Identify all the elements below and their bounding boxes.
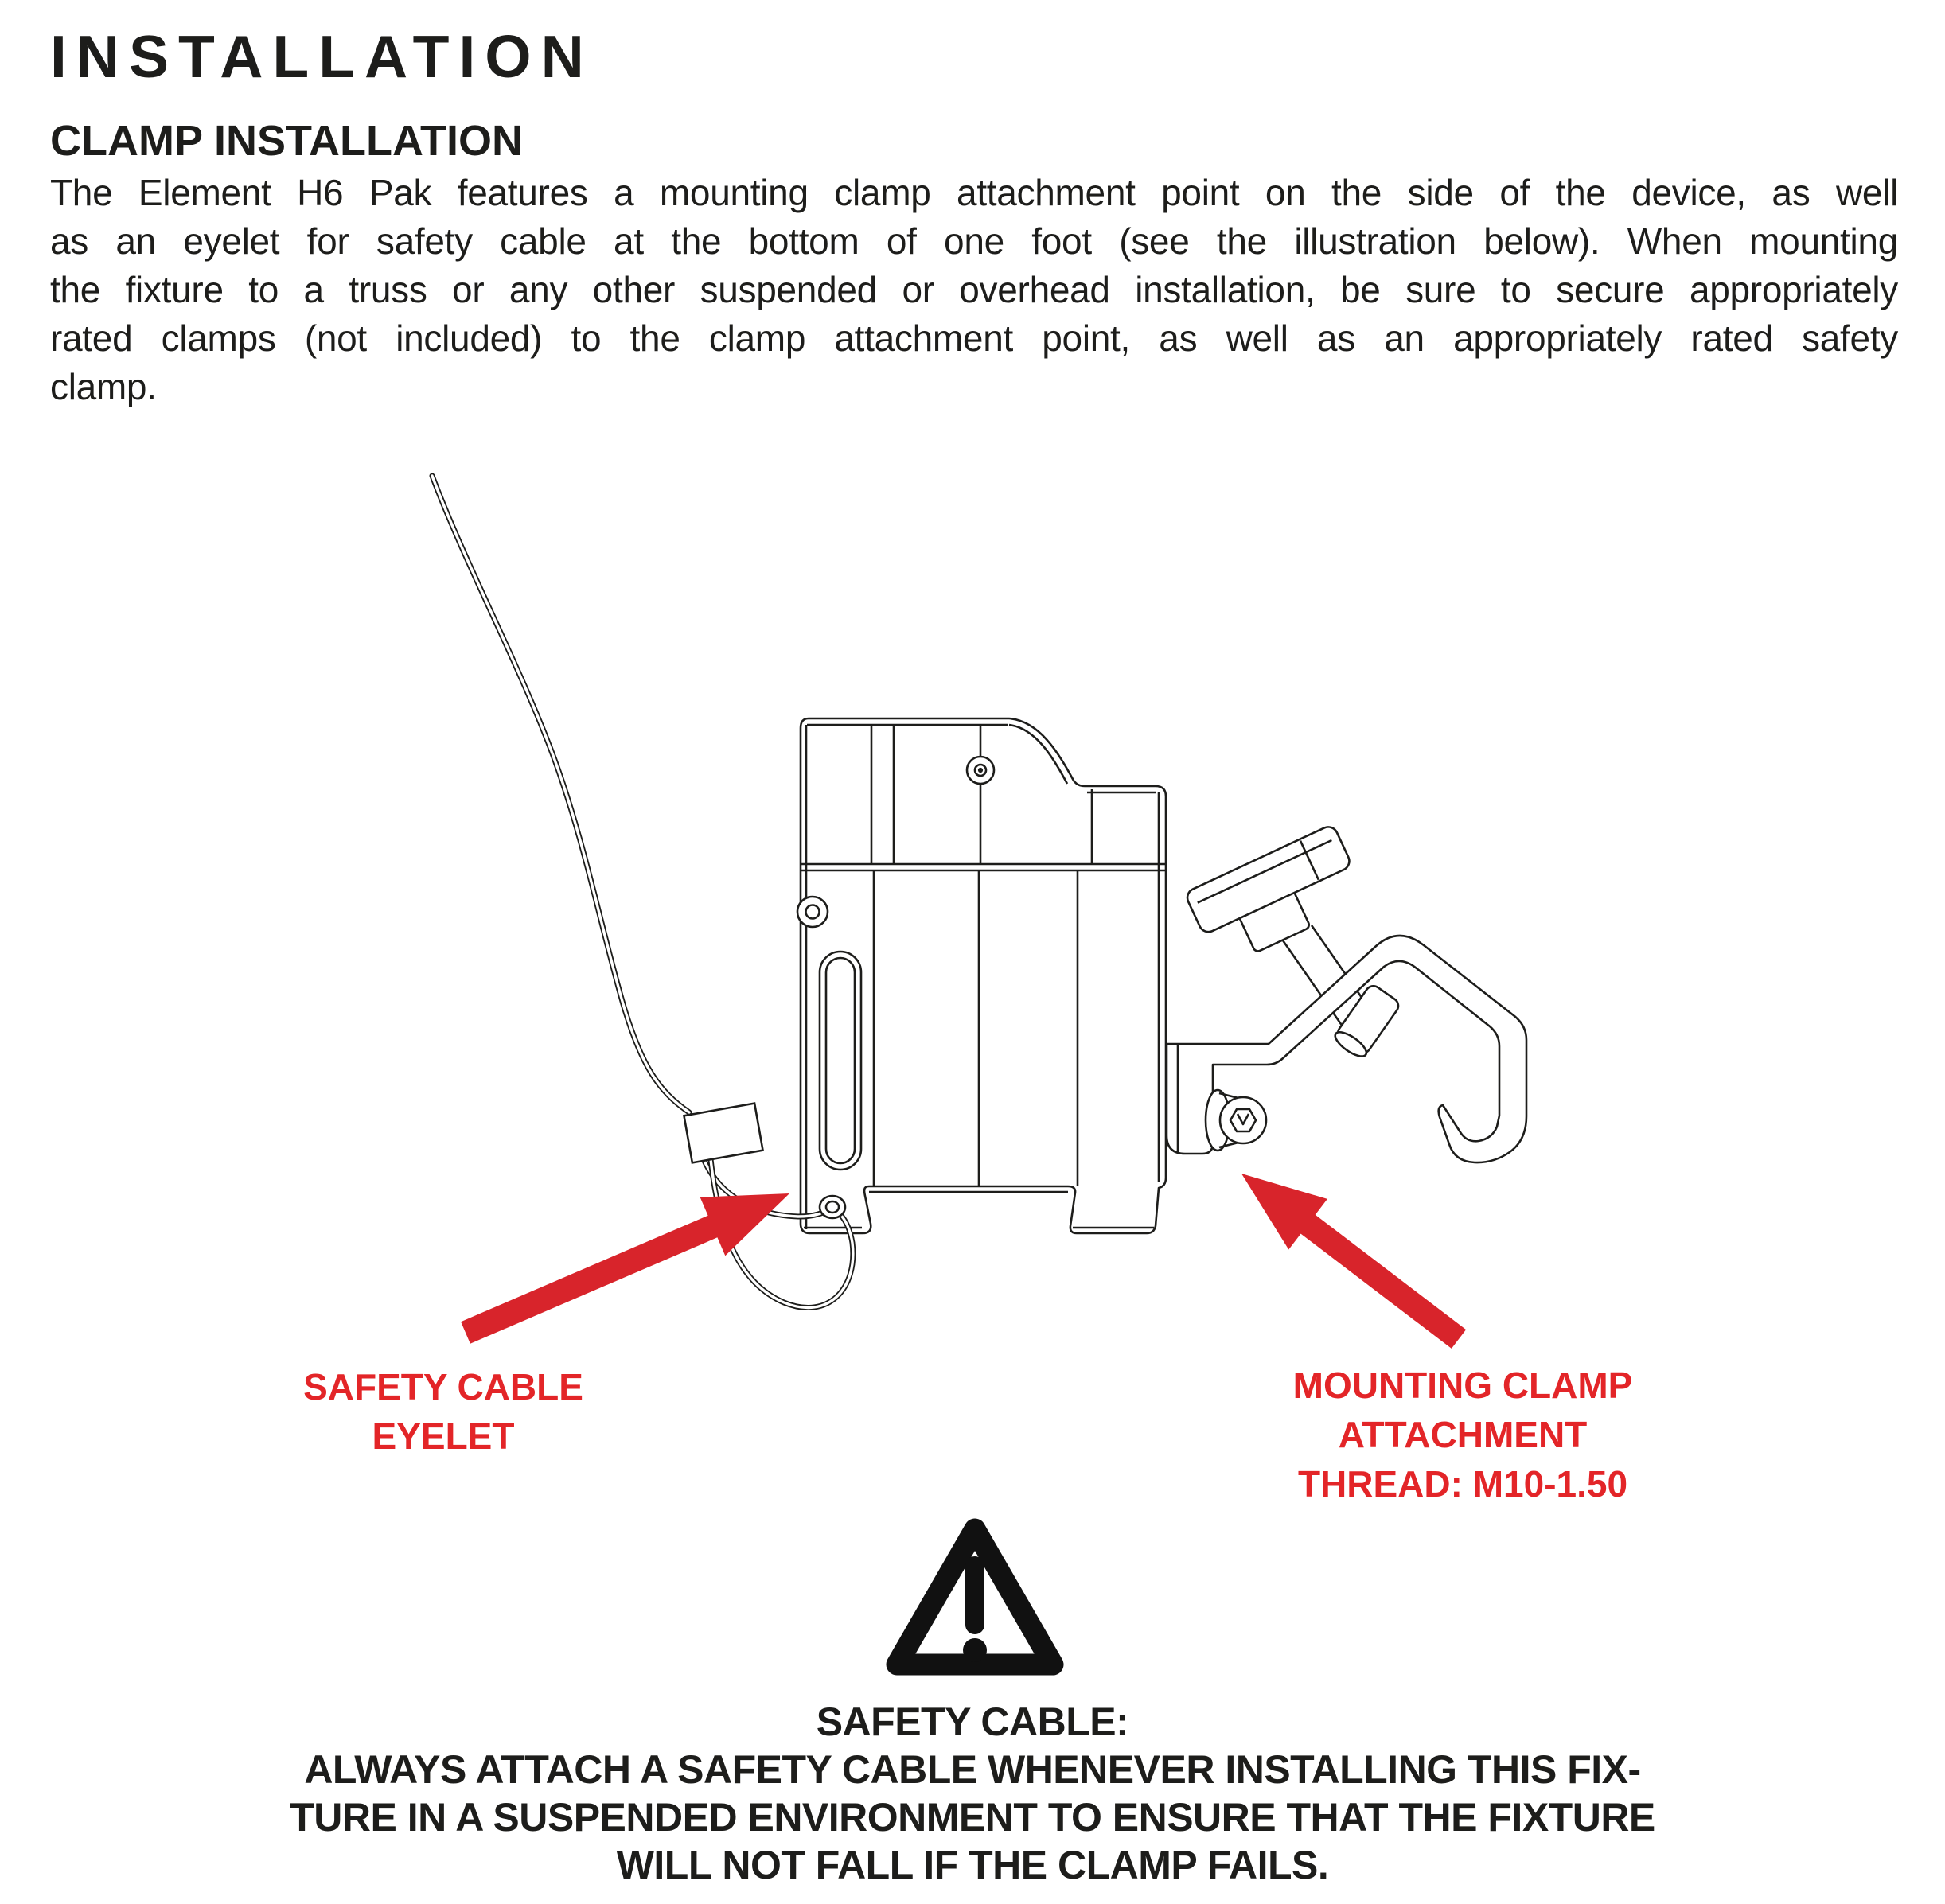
callout-line: MOUNTING CLAMP [1292, 1365, 1633, 1406]
callout-line: EYELET [372, 1415, 515, 1457]
safety-cable-eyelet-label [248, 1362, 638, 1461]
paragraph-line: as an eyelet for safety cable at the bottom of one foot (see the illustration below). When mounting [50, 220, 1898, 262]
warning-triangle-icon [897, 1529, 1053, 1665]
cable-clip-drawing [684, 1104, 762, 1163]
paragraph-line: the fixture to a truss or any other suspended or overhead installation, be sure to secure appropriately [50, 269, 1898, 310]
mounting-clamp-drawing [1167, 824, 1526, 1162]
warning-line: TURE IN A SUSPENDED ENVIRONMENT TO ENSURE THAT THE FIXTURE [290, 1795, 1655, 1840]
safety-warning [177, 1698, 1768, 1889]
paragraph-line: The Element H6 Pak features a mounting clamp attachment point on the side of the device, as well [50, 172, 1898, 213]
fixture-drawing [797, 718, 1166, 1233]
warning-heading: SAFETY CABLE: [816, 1700, 1129, 1744]
mounting-clamp-arrow-icon [1241, 1174, 1466, 1349]
safety-cable-eyelet-drawing [820, 1196, 845, 1218]
callout-line: ATTACHMENT [1338, 1414, 1588, 1455]
section-heading: CLAMP INSTALLATION [50, 117, 523, 165]
warning-line: WILL NOT FALL IF THE CLAMP FAILS. [616, 1843, 1329, 1887]
callout-line: THREAD: M10-1.50 [1297, 1463, 1628, 1505]
page-title: INSTALLATION [50, 23, 594, 90]
callout-line: SAFETY CABLE [303, 1366, 583, 1408]
warning-line: ALWAYS ATTACH A SAFETY CABLE WHENEVER INSTALLING THIS FIX- [304, 1747, 1641, 1792]
mounting-clamp-label [1240, 1361, 1686, 1509]
paragraph-line: rated clamps (not included) to the clamp attachment point, as well as an appropriately rated safety [50, 317, 1898, 359]
paragraph-line: clamp. [50, 366, 157, 407]
safety-cable-arrow-icon [461, 1193, 789, 1344]
safety-cable-drawing [432, 476, 853, 1308]
clamp-bolt-drawing [1206, 1090, 1266, 1151]
top-screw-drawing [967, 757, 994, 784]
